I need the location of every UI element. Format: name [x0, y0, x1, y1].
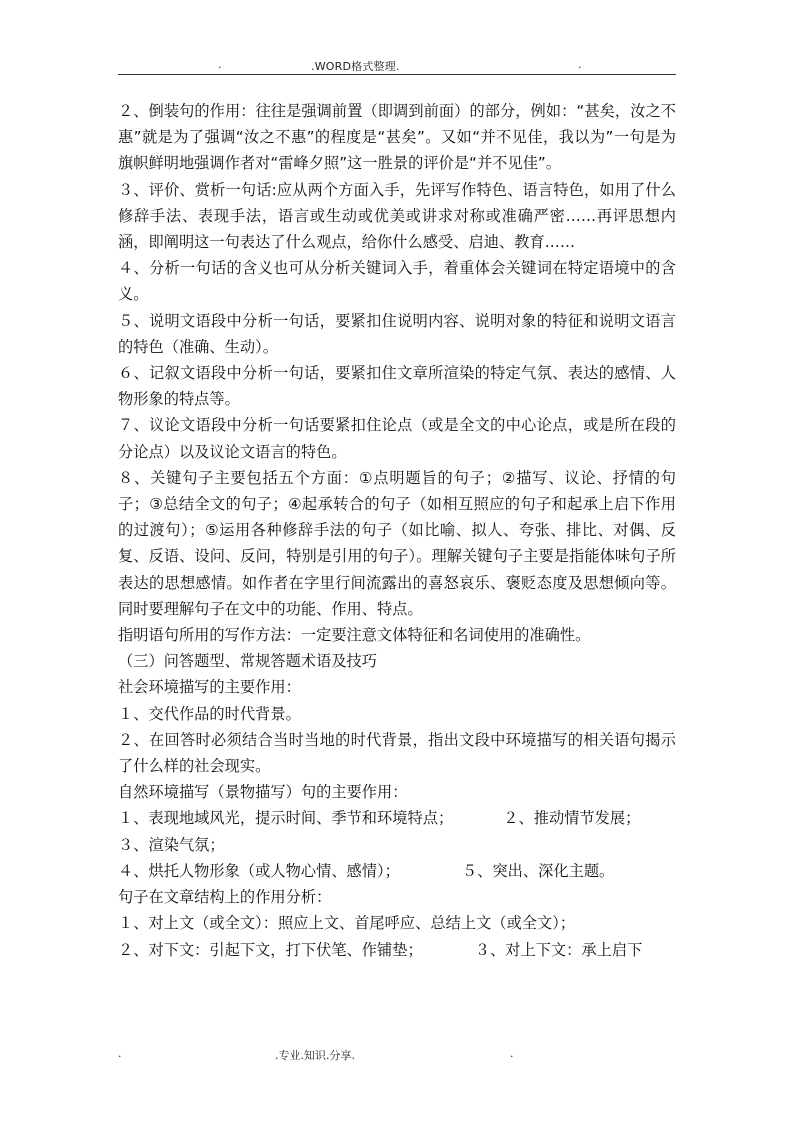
- natural-environment-item-4: ４、烘托人物形象（或人物心情、感情）；: [118, 861, 400, 880]
- footer-dot-left: .: [118, 1047, 122, 1060]
- social-environment-item-2: ２、在回答时必须结合当时当地的时代背景，指出文段中环境描写的相关语句揭示了什么样的社会现实。: [118, 730, 676, 776]
- paragraph-writing-method: 指明语句所用的写作方法：一定要注意文体特征和名词使用的准确性。: [118, 626, 591, 645]
- paragraph-narrative: ６、记叙文语段中分析一句话，要紧扣住文章所渲染的特定气氛、表达的感情、人物形象的特点等。: [118, 364, 676, 409]
- section-heading-qa: （三）问答题型、常规答题术语及技巧: [118, 652, 378, 671]
- natural-environment-item-5: ５、突出、深化主题。: [461, 861, 615, 880]
- page-footer: [118, 1047, 676, 1061]
- header-dot-left: .: [218, 58, 222, 71]
- header-title: .WORD格式整理.: [311, 60, 400, 73]
- natural-environment-item-3: ３、渲染气氛；: [118, 835, 225, 854]
- natural-environment-items-4-5: [118, 858, 676, 884]
- document-body: [118, 98, 676, 963]
- natural-environment-item-2: ２、推动情节发展；: [503, 809, 641, 828]
- structure-item-2: ２、对下文：引起下文，打下伏笔、作铺垫；: [118, 940, 423, 959]
- footer-text: .专业.知识.分享.: [275, 1049, 355, 1062]
- paragraph-keyword: ４、分析一句话的含义也可从分析关键词入手，着重体会关键词在特定语境中的含义。: [118, 259, 676, 304]
- natural-environment-heading: 自然环境描写（景物描写）句的主要作用：: [118, 783, 408, 802]
- paragraph-expository: ５、说明文语段中分析一句话，要紧扣住说明内容、说明对象的特征和说明文语言的特色（准确、生动）。: [118, 311, 676, 356]
- header-rule: [118, 74, 676, 75]
- social-environment-heading: 社会环境描写的主要作用：: [118, 678, 301, 697]
- footer-dot-right: .: [510, 1047, 514, 1060]
- paragraph-inversion: ２、倒装句的作用：往往是强调前置（即调到前面）的部分，例如：“甚矣，汝之不惠”就是为了强调“汝之不惠”的程度是“甚矣”。又如“并不见佳，我以为”一句是为旗帜鲜明地强调作者对“雷峰夕照”这一胜景的评价是“并不见佳”。: [118, 102, 676, 173]
- structure-items-2-3: [118, 937, 676, 963]
- paragraph-evaluate: ３、评价、赏析一句话:应从两个方面入手，先评写作特色、语言特色，如用了什么修辞手法、表现手法，语言或生动或优美或讲求对称或准确严密……再评思想内涵，即阐明这一句表达了什么观点，给你什么感受、启迪、教育……: [118, 180, 676, 252]
- paragraph-argumentative: ７、议论文语段中分析一句话要紧扣住论点（或是全文的中心论点，或是所在段的分论点）以及议论文语言的特色。: [118, 416, 676, 461]
- structure-heading: 句子在文章结构上的作用分析：: [118, 888, 332, 907]
- paragraph-key-sentences: ８、关键句子主要包括五个方面：①点明题旨的句子；②描写、议论、抒情的句子；③总结全文的句子；④起承转合的句子（如相互照应的句子和起承上启下作用的过渡句）；⑤运用各种修辞手法的句子（如比喻、拟人、夸张、排比、对偶、反复、反语、设问、反问，特别是引用的句子）。理解关键句子主要是指能体味句子所表达的思想感情。如作者在字里行间流露出的喜怒哀乐、褒贬态度及思想倾向等。同时要理解句子在文中的功能、作用、特点。: [118, 468, 676, 618]
- social-environment-item-1: １、交代作品的时代背景。: [118, 704, 301, 723]
- natural-environment-item-1: １、表现地域风光，提示时间、季节和环境特点；: [118, 809, 454, 828]
- structure-item-3: ３、对上下文：承上启下: [474, 940, 643, 959]
- structure-item-1: １、对上文（或全文）：照应上文、首尾呼应、总结上文（或全文）；: [118, 914, 576, 933]
- natural-environment-items-1-2: [118, 805, 676, 831]
- header-dot-right: .: [578, 58, 582, 71]
